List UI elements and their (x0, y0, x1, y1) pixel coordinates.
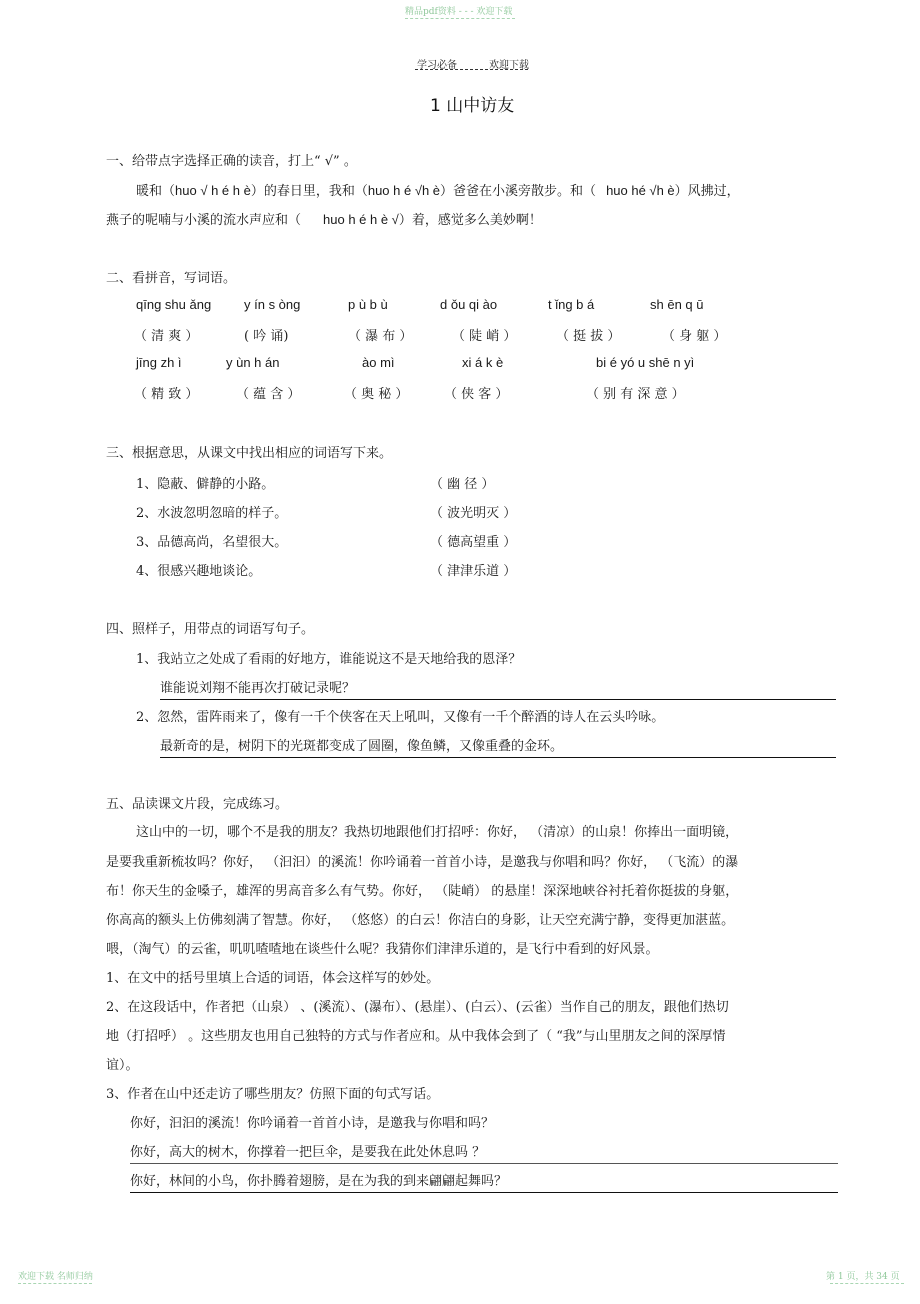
watermark-top-divider (405, 18, 515, 19)
section1-line1 (136, 180, 740, 199)
section5-question-2-end: 谊）。 (106, 1058, 139, 1073)
pinyin-row1-4: t ǐng b á (548, 297, 595, 312)
section1-line2 (106, 209, 542, 228)
section4-answer-line: 最新奇的是，树阴下的光斑都变成了圆圈，像鱼鳞，又像重叠的金环。 (160, 735, 836, 758)
header-left: 学习必备 (417, 60, 457, 71)
section3-question: 1、隐蔽、僻静的小路。 (136, 477, 275, 492)
text: ）风拂过， (674, 184, 740, 199)
watermark-top: 精品pdf资料 - - - 欢迎下载 (405, 7, 513, 17)
pinyin-row1-5: sh ēn q ū (650, 297, 704, 312)
word-row2-4: （ 别 有 深 意 ） (586, 387, 685, 402)
passage-line: 这山中的一切，哪个不是我的朋友？我热切地跟他们打招呼：你好， （清凉）的山泉！你捧出一面明镜， (136, 825, 739, 840)
section3-answer: （ 幽 径 ） (430, 477, 495, 492)
text: 暖和（ (136, 184, 176, 199)
pinyin-options: huo hé √h è (606, 183, 675, 198)
text: ）着，感觉多么美妙啊！ (398, 213, 542, 228)
pinyin-options: huo √ h é h è (175, 183, 251, 198)
word-row1-2: （ 瀑 布 ） (348, 329, 413, 344)
watermark-bottom-right-divider (830, 1283, 904, 1284)
section5-answer-line: 你好，林间的小鸟，你扑腾着翅膀，是在为我的到来翩翩起舞吗？ (130, 1170, 838, 1193)
word-row2-2: （ 奥 秘 ） (344, 387, 409, 402)
section3-question: 3、品德高尚，名望很大。 (136, 535, 288, 550)
pinyin-row2-1: y ùn h án (226, 355, 280, 370)
passage-line: 你高高的额头上仿佛刻满了智慧。你好， （悠悠）的白云！你洁白的身影，让天空充满宁静，变得更加湛蓝。 (106, 913, 735, 928)
page-number: 第 1 页，共 34 页 (826, 1272, 900, 1282)
pinyin-row2-0: jīng zh ì (136, 355, 182, 370)
word-row2-1: （ 蕴 含 ） (236, 387, 301, 402)
pinyin-row1-1: y ín s òng (244, 297, 301, 312)
section4-heading: 四、照样子，用带点的词语写句子。 (106, 622, 315, 637)
word-row1-1: ( 吟 诵) (244, 329, 289, 344)
text: 燕子的呢喃与小溪的流水声应和（ (106, 213, 302, 228)
section5-answer-line: 你好，高大的树木，你撑着一把巨伞，是要我在此处休息吗 ？ (130, 1141, 838, 1164)
pinyin-row2-2: ào mì (362, 355, 395, 370)
section4-question: 1、我站立之处成了看雨的好地方，谁能说这不是天地给我的恩泽？ (136, 652, 522, 667)
section3-answer: （ 津津乐道 ） (430, 564, 517, 579)
section3-question: 2、水波忽明忽暗的样子。 (136, 506, 288, 521)
pinyin-row2-4: bi é yó u shē n yì (596, 355, 695, 370)
pinyin-row1-2: p ù b ù (348, 297, 388, 312)
word-row1-4: （ 挺 拔 ） (556, 329, 621, 344)
text: ）的春日里，我和（ (250, 184, 368, 199)
section5-heading: 五、品读课文片段，完成练习。 (106, 797, 289, 812)
section1-heading: 一、给带点字选择正确的读音，打上“ √” 。 (106, 154, 357, 169)
page-title: 1 山中访友 (430, 96, 515, 116)
text: ）爸爸在小溪旁散步。和（ (440, 184, 597, 199)
pinyin-row2-3: xi á k è (462, 355, 504, 370)
section3-answer: （ 德高望重 ） (430, 535, 517, 550)
section5-question-2-cont: 地（打招呼） 。这些朋友也用自己独特的方式与作者应和。从中我体会到了（ “我”与山里朋友之间的深厚情 (106, 1029, 726, 1044)
passage-line: 喂，（淘气）的云雀，叽叽喳喳地在谈些什么呢？我猜你们津津乐道的，是飞行中看到的好风景。 (106, 942, 659, 957)
watermark-bottom-left: 欢迎下载 名师归纳 (18, 1272, 93, 1282)
word-row2-3: （ 侠 客 ） (444, 387, 509, 402)
pinyin-options: huo h é √h è (367, 183, 441, 198)
section3-question: 4、很感兴趣地谈论。 (136, 564, 262, 579)
word-row1-0: （ 清 爽 ） (134, 329, 199, 344)
section5-question-3: 3、作者在山中还走访了哪些朋友？仿照下面的句式写话。 (106, 1087, 440, 1102)
passage-line: 是要我重新梳妆吗？你好， （汩汩）的溪流！你吟诵着一首首小诗，是邀我与你唱和吗？你好， （飞流）的瀑 (106, 855, 739, 870)
section3-answer: （ 波光明灭 ） (430, 506, 517, 521)
word-row1-3: （ 陡 峭 ） (452, 329, 517, 344)
pinyin-row1-0: qīng shu ǎng (136, 297, 212, 312)
section4-answer-line: 谁能说刘翔不能再次打破记录呢？ (160, 677, 836, 700)
section2-heading: 二、看拼音，写词语。 (106, 271, 237, 286)
section3-heading: 三、根据意思，从课文中找出相应的词语写下来。 (106, 446, 393, 461)
section5-question-1: 1、在文中的括号里填上合适的词语，体会这样写的妙处。 (106, 971, 440, 986)
passage-line: 布！你天生的金嗓子，雄浑的男高音多么有气势。你好， （陡峭） 的悬崖！深深地峡谷衬托着你挺拔的身躯， (106, 884, 739, 899)
section4-question: 2、忽然，雷阵雨来了，像有一千个侠客在天上吼叫，又像有一千个醉酒的诗人在云头吟咏。 (136, 710, 665, 725)
watermark-bottom-left-divider (18, 1283, 92, 1284)
pinyin-options: huo h é h è √ (323, 212, 399, 227)
section5-example: 你好，汩汩的溪流！你吟诵着一首首小诗，是邀我与你唱和吗？ (130, 1116, 495, 1131)
section5-question-2: 2、在这段话中，作者把（山泉） 、(溪流）、(瀑布）、(悬崖）、(白云）、(云雀）当作自己的朋友，跟他们热切 (106, 1000, 729, 1015)
word-row2-0: （ 精 致 ） (134, 387, 199, 402)
header-divider (415, 69, 528, 70)
header-right: 欢迎下载 (489, 60, 529, 71)
word-row1-5: （ 身 躯 ） (662, 329, 727, 344)
pinyin-row1-3: d ǒu qi ào (440, 297, 498, 312)
